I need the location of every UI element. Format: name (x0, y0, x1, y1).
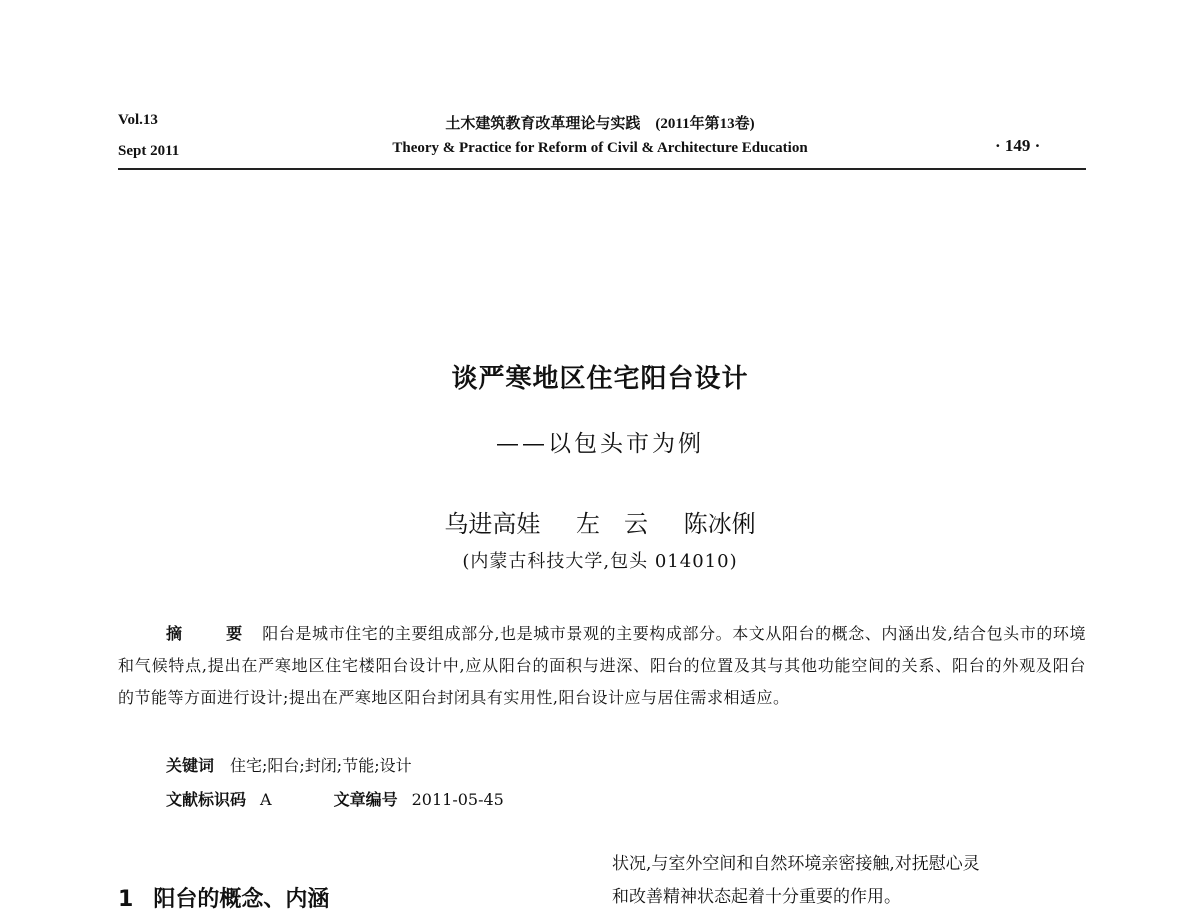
keywords-label: 关键词 (166, 756, 215, 775)
document-info (166, 787, 504, 810)
keywords-value: 住宅;阳台;封闭;节能;设计 (230, 756, 412, 775)
article-number-value: 2011-05-45 (411, 790, 504, 809)
document-code-label: 文献标识码 (166, 790, 247, 809)
article-subtitle: ——以包头市为例 (496, 431, 704, 457)
section-title: 阳台的概念、内涵 (153, 887, 330, 912)
author-name: 陈冰俐 (683, 510, 756, 538)
abstract-text: 阳台是城市住宅的主要组成部分,也是城市景观的主要构成部分。本文从阳台的概念、内涵出发,结合包头市的环境和气候特点,提出在严寒地区住宅楼阳台设计中,应从阳台的面积与进深、阳台的位置及其与其他功能空间的关系、阳台的外观及阳台的节能等方面进行设计;提出在严寒地区阳台封闭具有实用性,阳台设计应与居住需求相适应。 (118, 624, 1086, 707)
journal-name-english: Theory & Practice for Reform of Civil & Architecture Education (392, 140, 808, 156)
article-title: 谈严寒地区住宅阳台设计 (451, 364, 749, 394)
abstract (118, 618, 1086, 714)
body-text-right-column (612, 848, 1086, 914)
journal-name-chinese: 土木建筑教育改革理论与实践 (2011年第13卷) (445, 116, 755, 132)
author-name: 左 云 (576, 510, 648, 538)
page-number: · 149 · (995, 136, 1041, 155)
document-code-value: A (260, 790, 272, 809)
journal-volume: Vol.13 (118, 112, 158, 128)
section-heading (118, 882, 329, 913)
article-number-label: 文章编号 (333, 790, 398, 809)
keywords (166, 753, 412, 776)
author-affiliation: (内蒙古科技大学,包头 014010) (462, 551, 738, 572)
body-text-line: 状况,与室外空间和自然环境亲密接触,对抚慰心灵 (612, 854, 980, 874)
journal-date: Sept 2011 (118, 143, 180, 159)
author-list (0, 504, 1200, 539)
section-number: 1 (118, 887, 134, 912)
header-rule (118, 168, 1086, 170)
body-text-line: 和改善精神状态起着十分重要的作用。 (612, 887, 901, 907)
author-name: 乌进高娃 (444, 510, 541, 538)
abstract-label: 摘 要 (166, 624, 257, 643)
